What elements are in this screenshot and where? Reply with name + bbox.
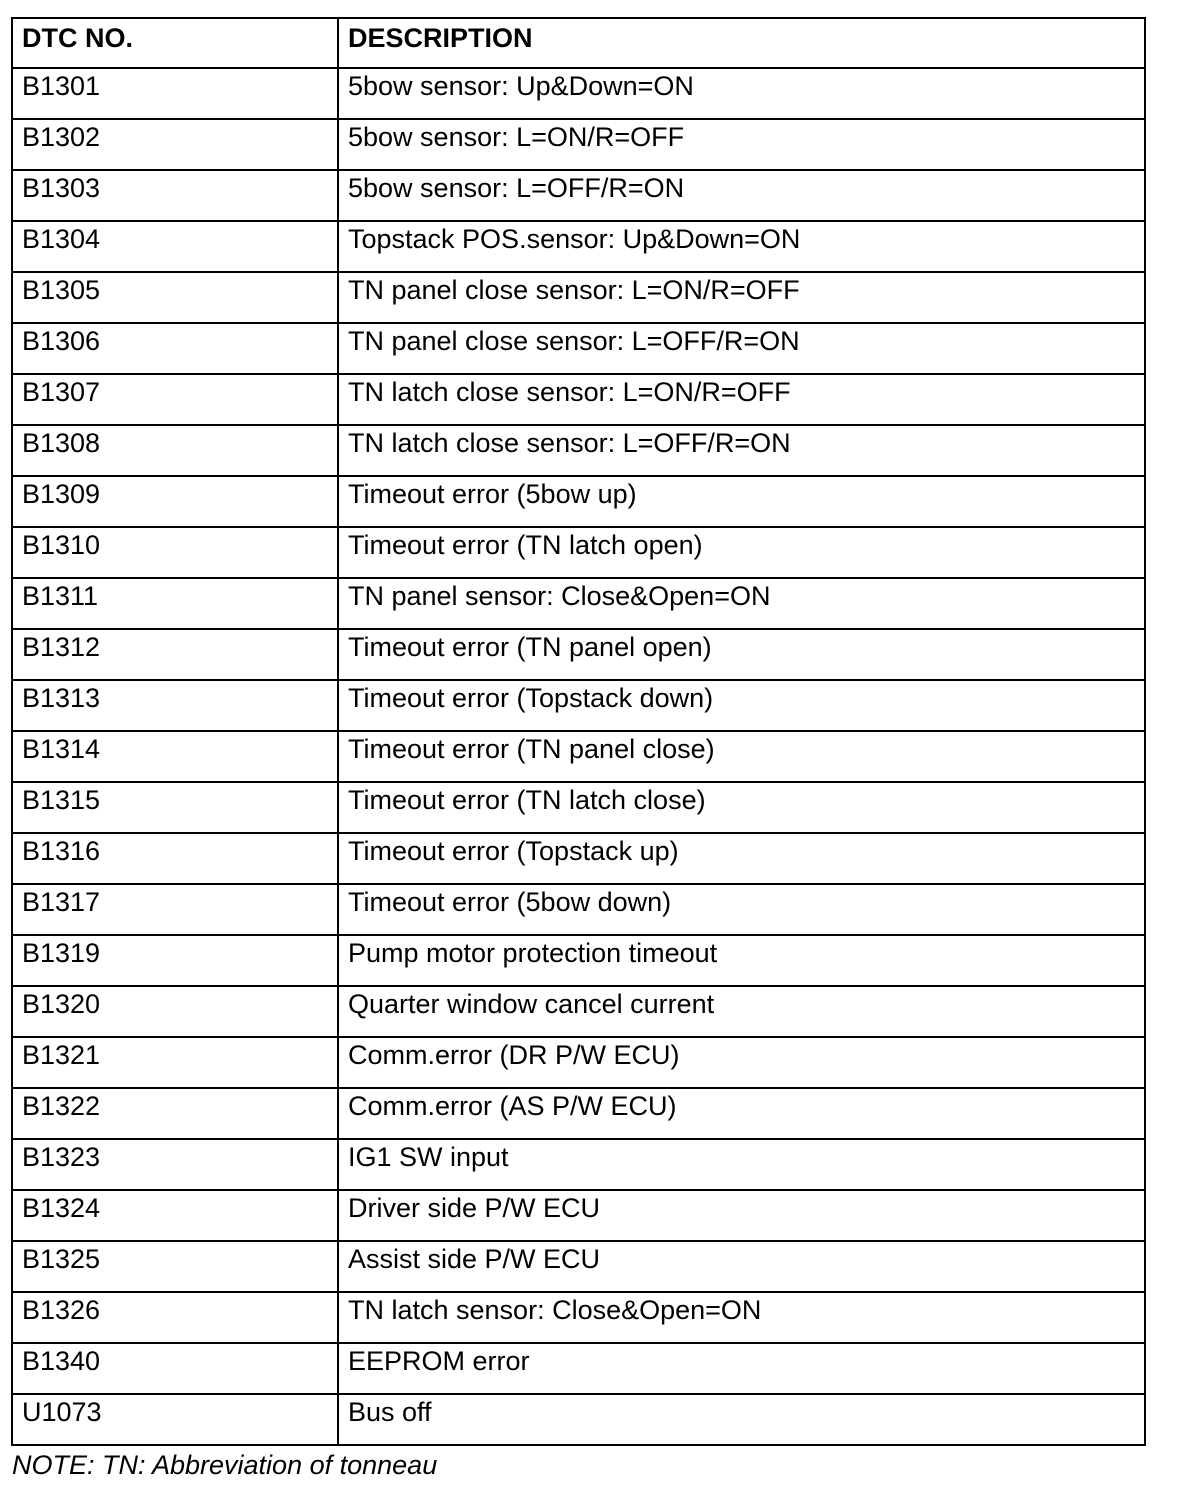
- dtc-description-cell: TN panel sensor: Close&Open=ON: [338, 578, 1145, 629]
- dtc-description-cell: Timeout error (TN latch open): [338, 527, 1145, 578]
- dtc-code-cell: B1320: [12, 986, 338, 1037]
- dtc-description-cell: IG1 SW input: [338, 1139, 1145, 1190]
- dtc-code-cell: B1308: [12, 425, 338, 476]
- dtc-code-cell: B1317: [12, 884, 338, 935]
- table-row: [12, 629, 1145, 680]
- dtc-code-cell: B1324: [12, 1190, 338, 1241]
- dtc-description-cell: Topstack POS.sensor: Up&Down=ON: [338, 221, 1145, 272]
- dtc-description-cell: Timeout error (5bow up): [338, 476, 1145, 527]
- dtc-code-cell: B1319: [12, 935, 338, 986]
- dtc-code-cell: B1304: [12, 221, 338, 272]
- dtc-description-cell: 5bow sensor: L=ON/R=OFF: [338, 119, 1145, 170]
- dtc-code-cell: B1307: [12, 374, 338, 425]
- dtc-code-cell: B1322: [12, 1088, 338, 1139]
- table-row: [12, 1343, 1145, 1394]
- table-row: [12, 680, 1145, 731]
- table-row: [12, 272, 1145, 323]
- dtc-description-cell: Quarter window cancel current: [338, 986, 1145, 1037]
- table-row: [12, 731, 1145, 782]
- dtc-code-cell: U1073: [12, 1394, 338, 1445]
- dtc-code-cell: B1323: [12, 1139, 338, 1190]
- table-row: [12, 527, 1145, 578]
- dtc-description-cell: Timeout error (TN panel open): [338, 629, 1145, 680]
- dtc-code-cell: B1305: [12, 272, 338, 323]
- dtc-description-cell: TN latch close sensor: L=OFF/R=ON: [338, 425, 1145, 476]
- table-body: [12, 68, 1145, 1445]
- table-row: [12, 119, 1145, 170]
- table-row: [12, 1394, 1145, 1445]
- header-description: DESCRIPTION: [338, 18, 1145, 68]
- table-row: [12, 425, 1145, 476]
- table-row: [12, 782, 1145, 833]
- dtc-description-cell: 5bow sensor: L=OFF/R=ON: [338, 170, 1145, 221]
- dtc-code-cell: B1314: [12, 731, 338, 782]
- table-row: [12, 578, 1145, 629]
- dtc-description-cell: Bus off: [338, 1394, 1145, 1445]
- table-row: [12, 1241, 1145, 1292]
- table-row: [12, 374, 1145, 425]
- dtc-description-cell: Timeout error (5bow down): [338, 884, 1145, 935]
- dtc-table: [11, 17, 1146, 1446]
- dtc-code-cell: B1321: [12, 1037, 338, 1088]
- header-dtc-no: DTC NO.: [12, 18, 338, 68]
- dtc-description-cell: Comm.error (DR P/W ECU): [338, 1037, 1145, 1088]
- dtc-description-cell: Pump motor protection timeout: [338, 935, 1145, 986]
- dtc-code-cell: B1312: [12, 629, 338, 680]
- table-row: [12, 1292, 1145, 1343]
- dtc-description-cell: Assist side P/W ECU: [338, 1241, 1145, 1292]
- table-row: [12, 935, 1145, 986]
- table-row: [12, 1088, 1145, 1139]
- table-row: [12, 476, 1145, 527]
- header-row: [12, 18, 1145, 68]
- dtc-description-cell: Comm.error (AS P/W ECU): [338, 1088, 1145, 1139]
- dtc-code-cell: B1325: [12, 1241, 338, 1292]
- dtc-code-cell: B1311: [12, 578, 338, 629]
- table-row: [12, 68, 1145, 119]
- dtc-description-cell: Timeout error (TN latch close): [338, 782, 1145, 833]
- table-row: [12, 833, 1145, 884]
- dtc-description-cell: TN panel close sensor: L=ON/R=OFF: [338, 272, 1145, 323]
- dtc-description-cell: Driver side P/W ECU: [338, 1190, 1145, 1241]
- table-row: [12, 1190, 1145, 1241]
- dtc-description-cell: Timeout error (TN panel close): [338, 731, 1145, 782]
- dtc-code-cell: B1310: [12, 527, 338, 578]
- dtc-code-cell: B1340: [12, 1343, 338, 1394]
- table-row: [12, 170, 1145, 221]
- dtc-description-cell: Timeout error (Topstack up): [338, 833, 1145, 884]
- dtc-code-cell: B1313: [12, 680, 338, 731]
- dtc-code-cell: B1316: [12, 833, 338, 884]
- dtc-description-cell: TN latch sensor: Close&Open=ON: [338, 1292, 1145, 1343]
- footnote: NOTE: TN: Abbreviation of tonneau: [12, 1450, 438, 1480]
- dtc-description-cell: EEPROM error: [338, 1343, 1145, 1394]
- dtc-code-cell: B1303: [12, 170, 338, 221]
- dtc-description-cell: Timeout error (Topstack down): [338, 680, 1145, 731]
- table-row: [12, 1139, 1145, 1190]
- dtc-code-cell: B1315: [12, 782, 338, 833]
- dtc-code-cell: B1326: [12, 1292, 338, 1343]
- table-header: [12, 18, 1145, 68]
- dtc-code-cell: B1309: [12, 476, 338, 527]
- dtc-code-cell: B1302: [12, 119, 338, 170]
- table-row: [12, 884, 1145, 935]
- dtc-code-cell: B1306: [12, 323, 338, 374]
- dtc-description-cell: TN latch close sensor: L=ON/R=OFF: [338, 374, 1145, 425]
- dtc-code-cell: B1301: [12, 68, 338, 119]
- table-row: [12, 1037, 1145, 1088]
- table-row: [12, 221, 1145, 272]
- table-row: [12, 323, 1145, 374]
- dtc-description-cell: TN panel close sensor: L=OFF/R=ON: [338, 323, 1145, 374]
- dtc-description-cell: 5bow sensor: Up&Down=ON: [338, 68, 1145, 119]
- table-row: [12, 986, 1145, 1037]
